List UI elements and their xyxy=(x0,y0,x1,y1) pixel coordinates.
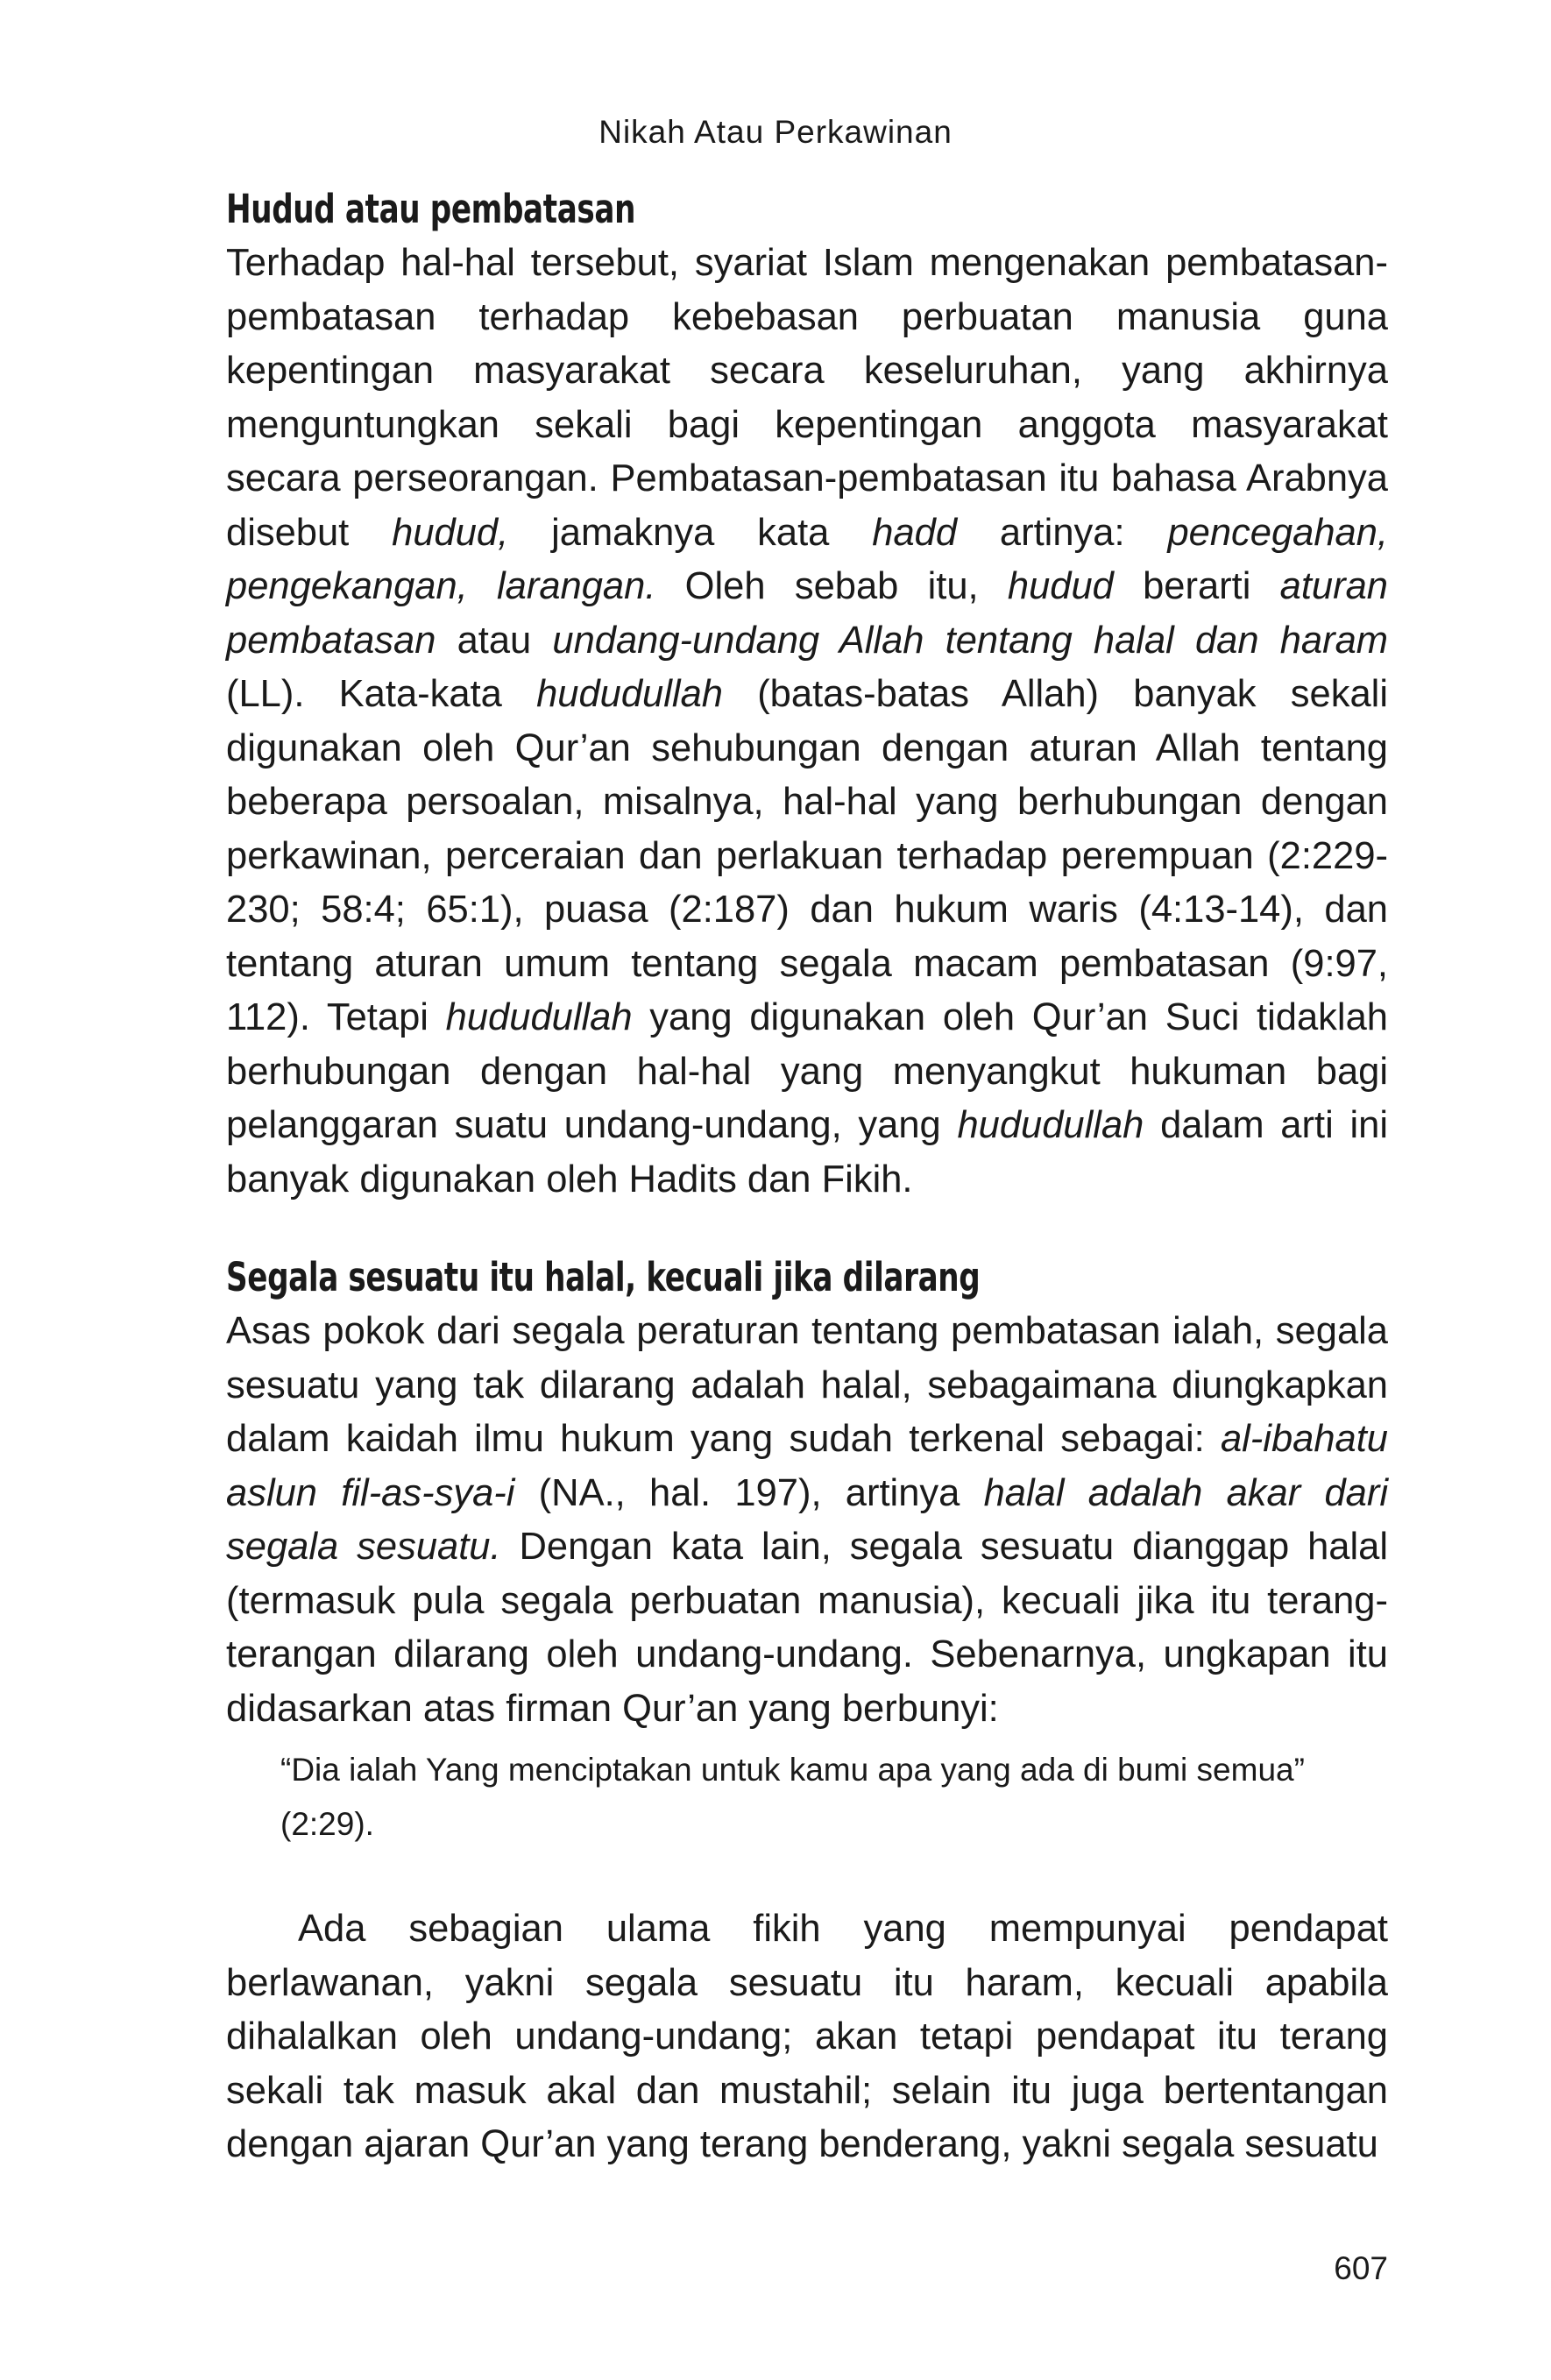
section-heading-hudud: Hudud atau pembatasan xyxy=(226,186,636,232)
page-number: 607 xyxy=(1334,2250,1388,2286)
paragraph-halal: Asas pokok dari segala peraturan tentang pembatasan ialah, segala sesuatu yang tak dilarang adalah halal, sebagaimana diungkapkan dalam kaidah ilmu hukum yang sudah terkenal sebagai: al-ibahatu aslun fil-as-sya-i (NA., hal. 197), artinya halal adalah akar dari segala sesuatu. Dengan kata lain, segala sesuatu dianggap halal (termasuk pula segala perbuatan manusia), kecuali jika itu terang-terangan dilarang oleh undang-undang. Sebenarnya, ungkapan itu didasarkan atas firman Qur’an yang berbunyi: xyxy=(226,1310,1388,1730)
quran-quote: “Dia ialah Yang menciptakan untuk kamu apa yang ada di bumi semua” (2:29). xyxy=(280,1752,1305,1842)
paragraph-ulama: Ada sebagian ulama fikih yang mempunyai pendapat berlawanan, yakni segala sesuatu itu haram, kecuali apabila dihalalkan oleh undang-undang; akan tetapi pendapat itu terang sekali tak masuk akal dan mustahil; selain itu juga bertentangan dengan ajaran Qur’an yang terang benderang, yakni segala sesuatu xyxy=(226,1908,1388,2165)
section-heading-halal: Segala sesuatu itu halal, kecuali jika dilarang xyxy=(226,1254,981,1300)
page-body xyxy=(226,182,1388,2172)
running-head: Nikah Atau Perkawinan xyxy=(598,114,953,150)
paragraph-hudud: Terhadap hal-hal tersebut, syariat Islam mengenakan pembatasan-pembatasan terhadap kebebasan perbuatan manusia guna kepentingan masyarakat secara keseluruhan, yang akhirnya menguntungkan sekali bagi kepentingan anggota masyarakat secara perseorangan. Pembatasan-pembatasan itu bahasa Arabnya disebut hudud, jamaknya kata hadd artinya: pencegahan, pengekangan, larangan. Oleh sebab itu, hudud berarti aturan pembatasan atau undang-undang Allah tentang halal dan haram (LL). Kata-kata hududullah (batas-batas Allah) banyak sekali digunakan oleh Qur’an sehubungan dengan aturan Allah tentang beberapa persoalan, misalnya, hal-hal yang berhubungan dengan perkawinan, perceraian dan perlakuan terhadap perempuan (2:229-230; 58:4; 65:1), puasa (2:187) dan hukum waris (4:13-14), dan tentang aturan umum tentang segala macam pembatasan (9:97, 112). Tetapi hududullah yang digunakan oleh Qur’an Suci tidaklah berhubungan dengan hal-hal yang menyangkut hukuman bagi pelanggaran suatu undang-undang, yang hududullah dalam arti ini banyak digunakan oleh Hadits dan Fikih. xyxy=(226,242,1389,1201)
